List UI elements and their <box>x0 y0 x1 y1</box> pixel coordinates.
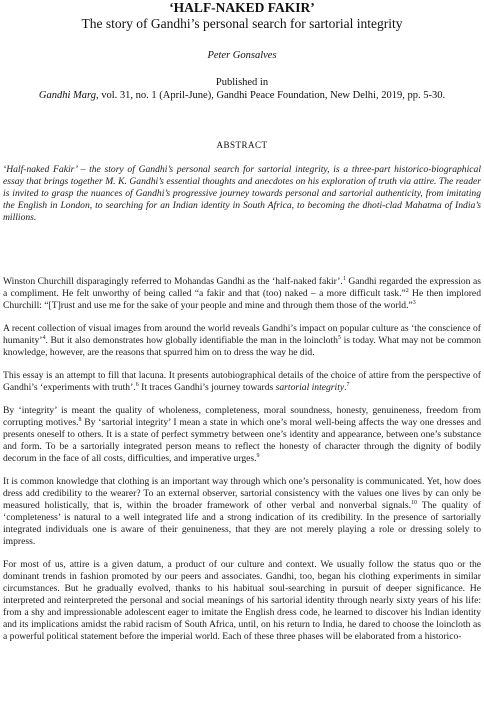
footnote-ref: 2 <box>405 288 409 294</box>
published-label: Published in <box>215 77 269 88</box>
abstract-text: ‘Half-naked Fakir’ – the story of Gandhi’s personal search for sartorial integrity, is a three-part historico-biographical essay that brings together M. K. Gandhi’s essential thoughts and anecdotes on his exploration of truth via attire. The reader is invited to grasp the nuances of Gandhi’s progressive journey towards personal and sartorial authenticity, from imitating the English in London, to searching for an Indian identity in South Africa, to becoming the dhoti-clad Mahatma of India’s millions. <box>3 164 481 223</box>
text-run: A recent collection of visual images from around the world reveals Gandhi’s impact on popular culture as ‘the conscience of humanity’ <box>3 323 481 346</box>
footnote-ref: 10 <box>411 500 418 506</box>
footnote-ref: 8 <box>78 417 82 423</box>
footnote-ref: 7 <box>346 382 350 388</box>
paragraph-2 <box>3 323 481 359</box>
footnote-ref: 6 <box>135 382 139 388</box>
text-run: It is common knowledge that clothing is an important way through which one’s personality is communicated. Yet, how does dress add credibility to the wearer? To an external observer, sartorial consistency with the values one lives by can only be measured holistically, that is, within the broader framework of other verbal and nonverbal signals. <box>3 476 481 511</box>
paragraph-4 <box>3 405 481 465</box>
paragraph-1 <box>3 276 481 312</box>
footnote-ref: 3 <box>412 300 416 306</box>
author-name: Peter Gonsalves <box>207 50 277 61</box>
text-run: Winston Churchill disparagingly referred to Mohandas Gandhi as the ‘half-naked fakir’. <box>3 276 343 287</box>
body-text <box>3 276 481 643</box>
footnote-ref: 5 <box>337 335 341 341</box>
text-run: . But it also demonstrates how globally identifiable the man in the loincloth <box>45 335 338 346</box>
text-run: This essay is an attempt to fill that lacuna. It presents autobiographical details of the choice of attire from the perspective of Gandhi’s ‘experiments with truth’. <box>3 370 481 393</box>
publication-citation <box>3 89 481 102</box>
text-run: Gandhi regarded the expression as a compliment. He felt unworthy of being called “a fakir and that (too) naked – a more difficult task.” <box>3 276 481 299</box>
paper-subtitle: The story of Gandhi’s personal search for sartorial integrity <box>81 16 403 31</box>
text-run: It traces Gandhi’s journey towards <box>138 382 276 393</box>
paragraph-6: For most of us, attire is a given datum, a product of our culture and context. We usually follow the status quo or the dominant trends in fashion promoted by our peers and associates. Gandhi, too, began his clothing experiments in similar circumstances. But he gradually evolved, thanks to his habitual soul-searching in pursuit of deeper significance. He interpreted and reinterpreted the personal and social meanings of his sartorial identity through nearly sixty years of his life: from a shy and impressionable adolescent eager to imitate the English dress code, he learned to discover his Indian identity and its implications amidst the rabid racism of South Africa, until, on his return to India, he dared to choose the loincloth as a powerful political statement before the imperial world. Each of these three phases will be elaborated from a historico- <box>3 559 481 642</box>
paragraph-5 <box>3 476 481 548</box>
footnote-ref: 1 <box>342 276 346 282</box>
journal-name: Gandhi Marg <box>38 90 96 101</box>
text-run: The quality of ‘completeness’ is natural to a well integrated life and a strong indication of its credibility. In the presence of sartorially integrated individuals one is aware of their genuineness, that they are not merely playing a role or dressing solely to impress. <box>3 500 481 547</box>
abstract-heading: ABSTRACT <box>216 140 268 150</box>
text-run: . <box>344 382 347 393</box>
citation-details: , vol. 31, no. 1 (April-June), Gandhi Peace Foundation, New Delhi, 2019, pp. 5-30. <box>96 90 446 101</box>
text-run: He then implored Churchill: “[T]rust and use me for the sake of your people and mine and through them those of the world.” <box>3 288 481 311</box>
paper-title: ‘HALF-NAKED FAKIR’ <box>169 0 315 15</box>
text-run: By ‘integrity’ is meant the quality of wholeness, completeness, moral soundness, honesty, genuineness, freedom from corrupting motives. <box>3 405 481 428</box>
text-run: is today. What may not be common knowledge, however, are the reasons that spurred him on to dress the way he did. <box>3 335 481 358</box>
emphasis-text: sartorial integrity <box>275 382 345 393</box>
footnote-ref: 9 <box>256 453 260 459</box>
paragraph-3 <box>3 370 481 394</box>
text-run: By ‘sartorial integrity’ I mean a state in which one’s moral well-being affects the way one dresses and presents oneself to others. It is a state of perfect symmetry between one’s identity and appearance, between one’s substance and form. To be a sartorially integrated person means to reflect the honesty of character through the dignity of bodily decorum in the face of all costs, difficulties, and imperative urges. <box>3 417 481 464</box>
footnote-ref: 4 <box>42 335 46 341</box>
